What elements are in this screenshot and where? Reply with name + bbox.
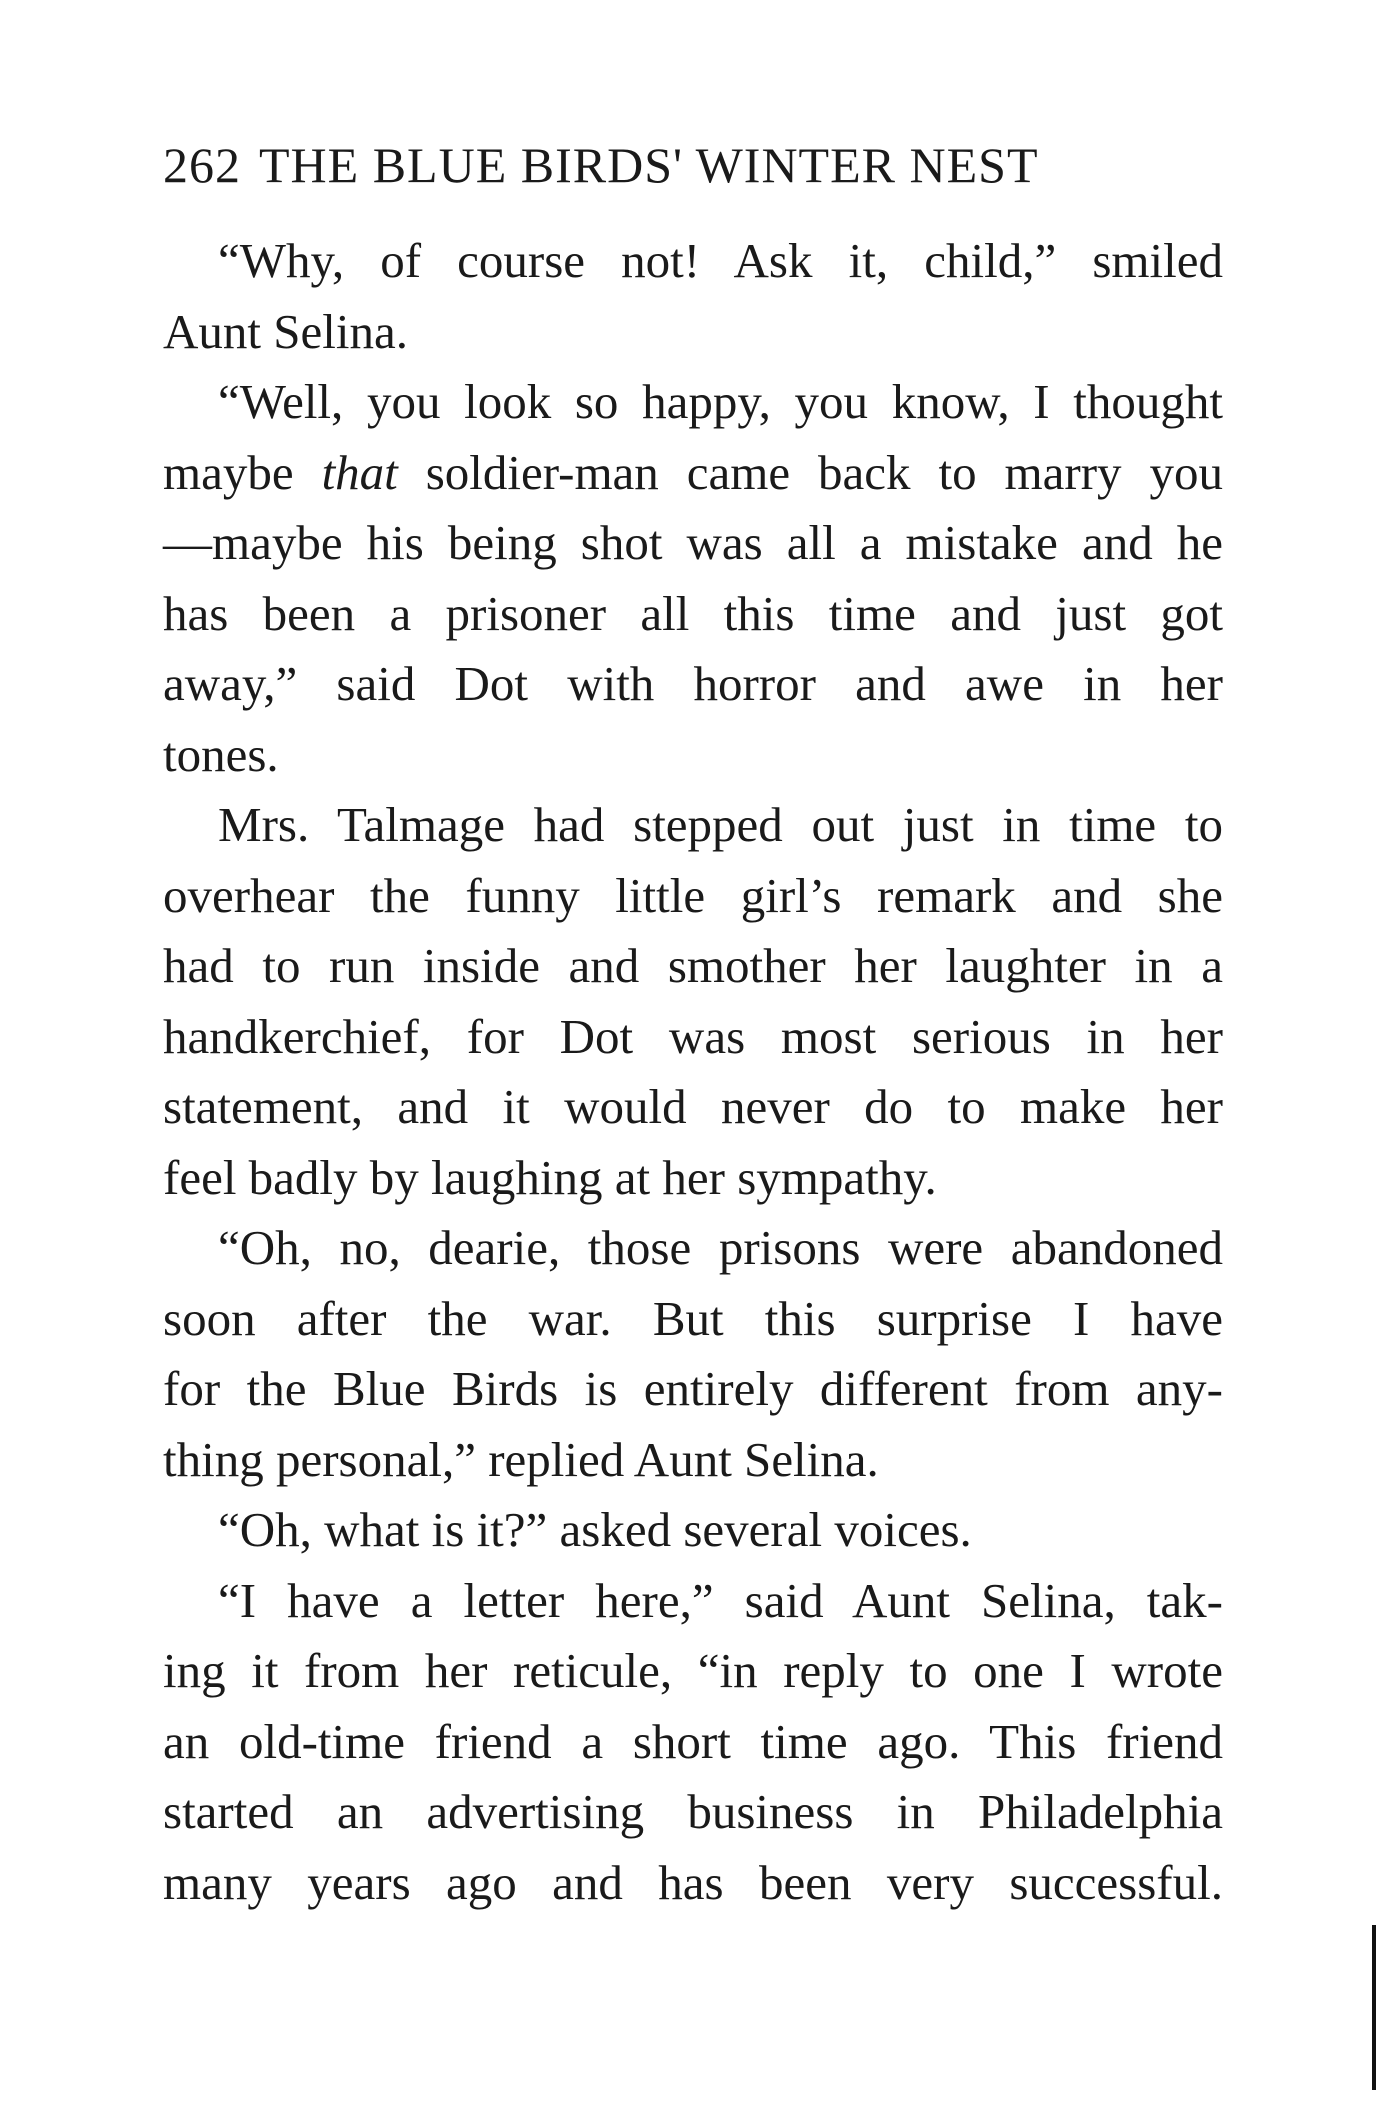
text-line: many years ago and has been very successful. bbox=[163, 1854, 1223, 1910]
text-line: feel badly by laughing at her sympathy. bbox=[163, 1149, 937, 1205]
text-line: “Well, you look so happy, you know, I thought bbox=[218, 374, 1223, 429]
text-line: —maybe his being shot was all a mistake and he bbox=[163, 515, 1223, 570]
text-line: “Why, of course not! Ask it, child,” smiled bbox=[218, 233, 1223, 288]
text-line: “Oh, what is it?” asked several voices. bbox=[218, 1502, 972, 1557]
text-line: statement, and it would never do to make her bbox=[163, 1079, 1223, 1134]
text-line: Aunt Selina. bbox=[163, 303, 408, 359]
emphasis-text: that bbox=[321, 444, 398, 500]
text-line: for the Blue Birds is entirely different from any- bbox=[163, 1361, 1223, 1416]
text-line: maybe that soldier-man came back to marry you bbox=[163, 444, 1223, 500]
text-line: has been a prisoner all this time and just got bbox=[163, 585, 1223, 641]
text-line: an old-time friend a short time ago. This friend bbox=[163, 1713, 1223, 1769]
running-title: THE BLUE BIRDS' WINTER NEST bbox=[259, 137, 1039, 193]
text-line: “I have a letter here,” said Aunt Selina, tak- bbox=[218, 1572, 1223, 1628]
page-edge-rule bbox=[1372, 1925, 1376, 2090]
text-line: Mrs. Talmage had stepped out just in time to bbox=[218, 797, 1223, 852]
text-line: overhear the funny little girl’s remark and she bbox=[163, 867, 1223, 923]
body-text bbox=[163, 226, 1223, 1918]
text-line: soon after the war. But this surprise I have bbox=[163, 1290, 1223, 1346]
text-line: thing personal,” replied Aunt Selina. bbox=[163, 1431, 879, 1487]
running-head bbox=[163, 136, 1223, 194]
text-line: “Oh, no, dearie, those prisons were abandoned bbox=[218, 1220, 1223, 1275]
text-line: ing it from her reticule, “in reply to one I wrote bbox=[163, 1643, 1223, 1698]
text-line: started an advertising business in Philadelphia bbox=[163, 1784, 1223, 1839]
page-number: 262 bbox=[163, 137, 241, 193]
text-line: tones. bbox=[163, 726, 279, 782]
text-line: handkerchief, for Dot was most serious in her bbox=[163, 1008, 1223, 1064]
text-line: had to run inside and smother her laughter in a bbox=[163, 938, 1223, 993]
text-line: away,” said Dot with horror and awe in her bbox=[163, 656, 1223, 711]
